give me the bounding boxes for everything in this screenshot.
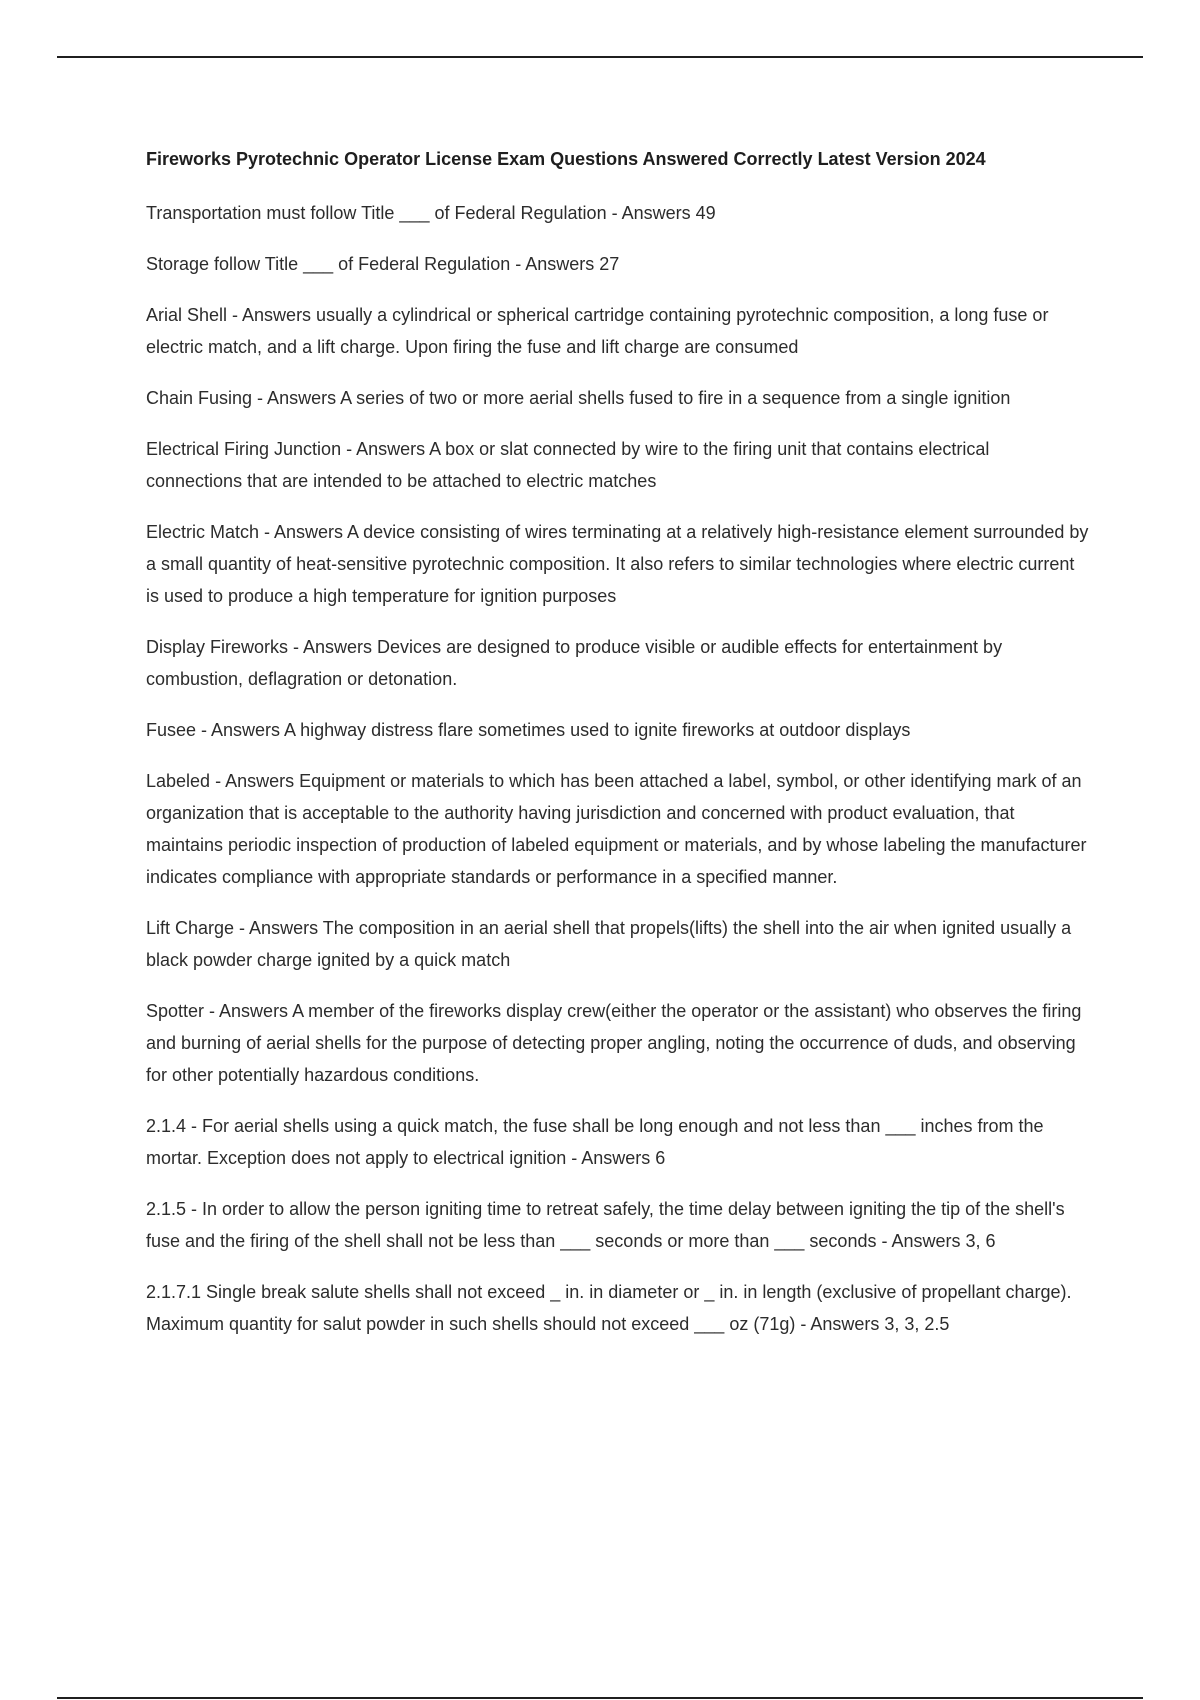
page-top-rule xyxy=(57,56,1143,58)
qa-entry-display-fireworks: Display Fireworks - Answers Devices are designed to produce visible or audible effects for entertainment by combustion, deflagration or detonation. xyxy=(146,637,1003,689)
document-title: Fireworks Pyrotechnic Operator License Exam Questions Answered Correctly Latest Version 2024 xyxy=(146,149,986,169)
qa-entry-transportation-title: Transportation must follow Title ___ of Federal Regulation - Answers 49 xyxy=(146,203,716,223)
qa-entry-2-1-5: 2.1.5 - In order to allow the person igniting time to retreat safely, the time delay between igniting the tip of the shell's fuse and the firing of the shell shall not be less than ___ seconds or more than ___ seconds - Answers 3, 6 xyxy=(146,1199,1065,1251)
qa-entry-lift-charge: Lift Charge - Answers The composition in an aerial shell that propels(lifts) the shell into the air when ignited usually a black powder charge ignited by a quick match xyxy=(146,918,1072,970)
qa-entry-spotter: Spotter - Answers A member of the fireworks display crew(either the operator or the assistant) who observes the firing and burning of aerial shells for the purpose of detecting proper angling, noting the occurrence of duds, and observing for other potentially hazardous conditions. xyxy=(146,1001,1082,1085)
document-body xyxy=(146,144,1090,1359)
qa-entry-electric-match: Electric Match - Answers A device consisting of wires terminating at a relatively high-resistance element surrounded by a small quantity of heat-sensitive pyrotechnic composition. It also refers to similar technologies where electric current is used to produce a high temperature for ignition purposes xyxy=(146,522,1089,606)
qa-entry-electrical-firing-junction: Electrical Firing Junction - Answers A box or slat connected by wire to the firing unit that contains electrical connections that are intended to be attached to electric matches xyxy=(146,439,990,491)
qa-entry-2-1-4: 2.1.4 - For aerial shells using a quick match, the fuse shall be long enough and not less than ___ inches from the mortar. Exception does not apply to electrical ignition - Answers 6 xyxy=(146,1116,1044,1168)
qa-entry-storage-title: Storage follow Title ___ of Federal Regulation - Answers 27 xyxy=(146,254,620,274)
qa-entry-2-1-7-1: 2.1.7.1 Single break salute shells shall not exceed _ in. in diameter or _ in. in length (exclusive of propellant charge). Maximum quantity for salut powder in such shells should not exceed ___ oz (71g) - Answers 3, 3, 2.5 xyxy=(146,1282,1072,1334)
qa-entry-arial-shell: Arial Shell - Answers usually a cylindrical or spherical cartridge containing pyrotechnic composition, a long fuse or electric match, and a lift charge. Upon firing the fuse and lift charge are consumed xyxy=(146,305,1049,357)
page-bottom-rule xyxy=(57,1697,1143,1699)
qa-entry-chain-fusing: Chain Fusing - Answers A series of two or more aerial shells fused to fire in a sequence from a single ignition xyxy=(146,388,1011,408)
qa-entry-fusee: Fusee - Answers A highway distress flare sometimes used to ignite fireworks at outdoor displays xyxy=(146,720,911,740)
qa-entry-labeled: Labeled - Answers Equipment or materials to which has been attached a label, symbol, or other identifying mark of an organization that is acceptable to the authority having jurisdiction and concerned with product evaluation, that maintains periodic inspection of production of labeled equipment or materials, and by whose labeling the manufacturer indicates compliance with appropriate standards or performance in a specified manner. xyxy=(146,771,1087,887)
